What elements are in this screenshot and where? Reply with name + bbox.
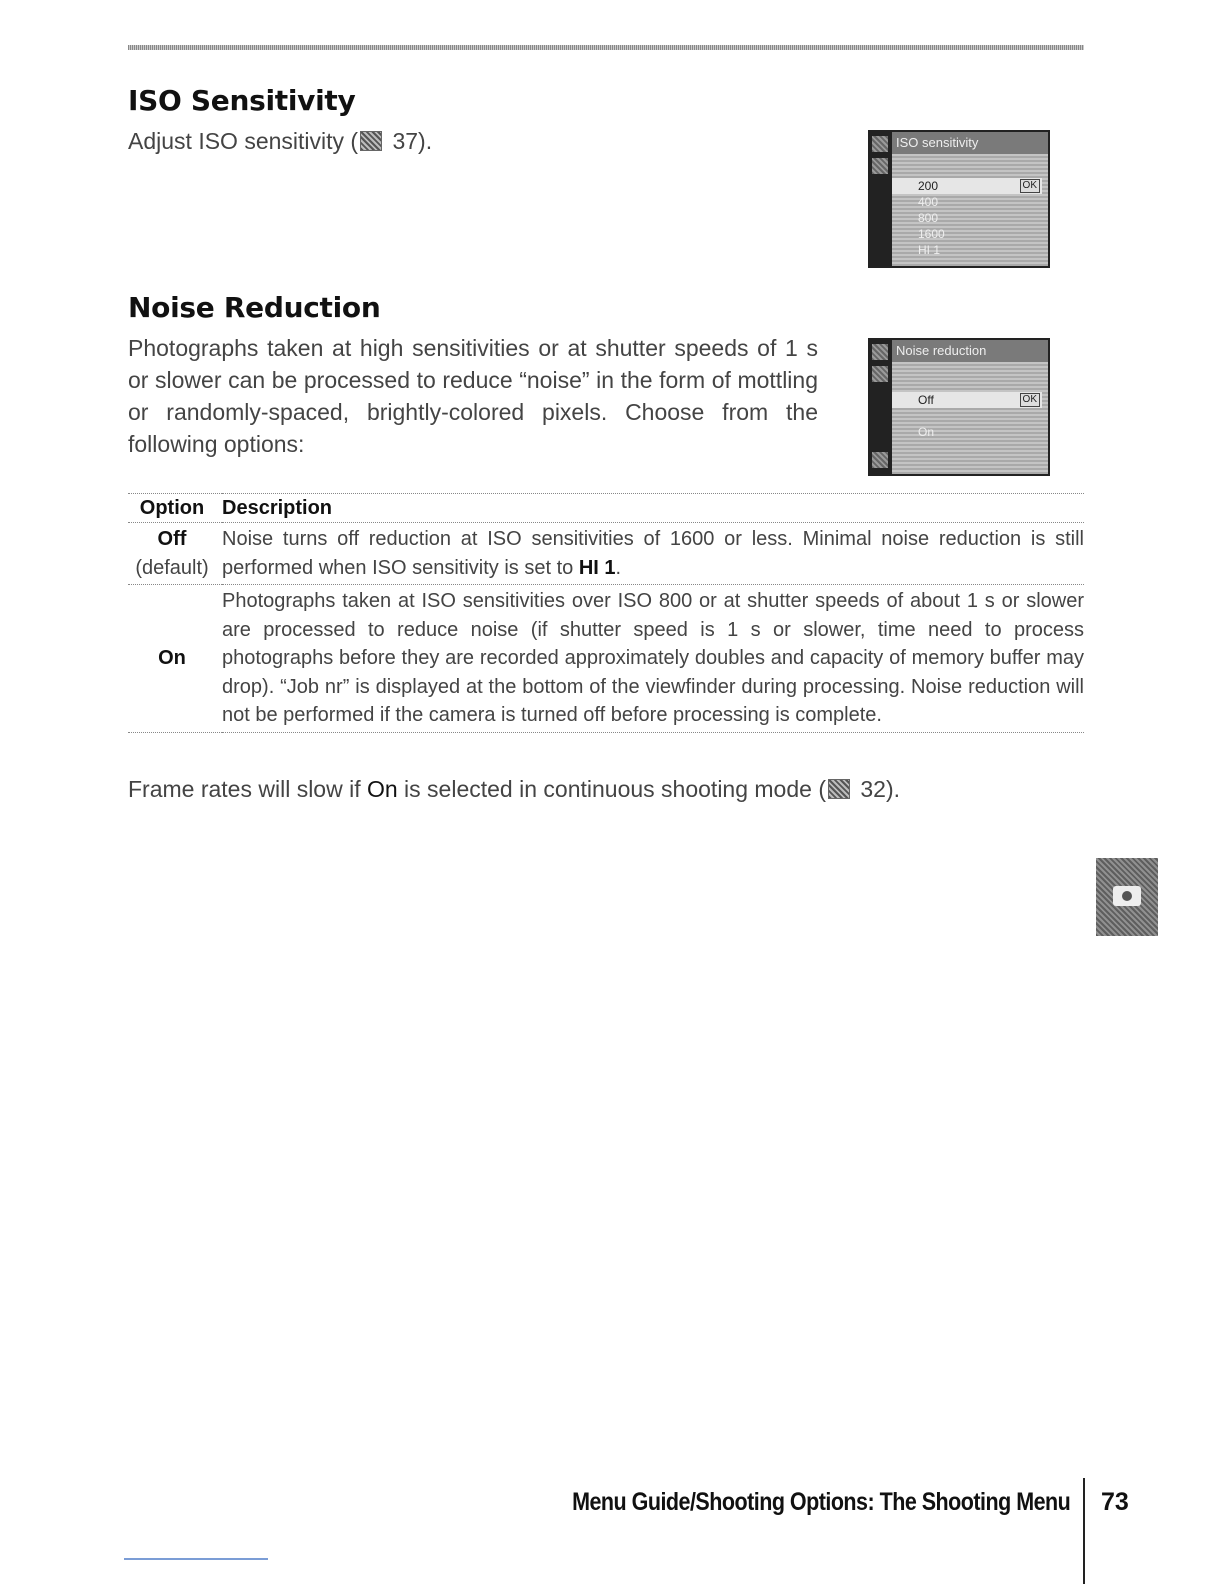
option-cell [128,523,222,585]
noise-option-off: Off OK [892,392,1042,408]
iso-sensitivity-screen [868,130,1050,268]
option-off: Off [157,528,187,550]
footer-section-title: Menu Guide/Shooting Options: The Shooting Menu [571,1488,1070,1516]
page-reference-icon [360,131,382,151]
option-default-note: (default) [135,556,209,579]
noise-description: Photographs taken at high sensitivities or at shutter speeds of 1 s or slower can be processed to reduce “noise” in the form of mottling or randomly-spaced, brightly-colored pixels. Choose from the following options: [128,335,818,457]
page-reference-icon [828,779,850,799]
noise-option-on: On [918,425,935,439]
setup-menu-icon [872,158,888,174]
noise-heading: Noise Reduction [128,291,381,324]
bottom-rule [124,1558,268,1560]
iso-option-800: 800 [918,211,939,225]
column-header-description: Description [222,494,1084,523]
iso-option-200: 200 OK [892,178,1042,194]
option-cell [128,585,222,733]
noise-options-table [128,493,1084,733]
table-row [128,585,1084,733]
menu-side-bar [870,340,892,474]
camera-icon [1113,886,1141,906]
description-cell: Photographs taken at ISO sensitivities over ISO 800 or at shutter speeds of about 1 s or slower are processed to reduce noise (if shutter speed is 1 s or slower, time need to process photographs before they are recorded approximately doubles and capacity of memory buffer may drop). “Job nr” is displayed at the bottom of the viewfinder during processing. Noise reduction will not be performed if the camera is turned off before processing is complete. [222,585,1084,733]
table-row [128,523,1084,585]
page-number: 73 [1101,1488,1129,1516]
iso-heading: ISO Sensitivity [128,84,356,117]
iso-description: Adjust ISO sensitivity ( 37). [128,128,433,154]
screen-title: Noise reduction [892,340,1048,362]
iso-option-hi1: HI 1 [918,243,941,257]
footer-divider [1083,1478,1085,1584]
column-header-option: Option [128,494,222,523]
menu-side-bar [870,132,892,266]
screen-title: ISO sensitivity [892,132,1048,154]
iso-option-400: 400 [918,195,939,209]
ok-icon: OK [1020,393,1040,407]
frame-rate-note: Frame rates will slow if On is selected in continuous shooting mode ( 32). [128,776,901,802]
table-header-row [128,494,1084,523]
top-rule [128,45,1084,50]
option-on: On [158,646,186,669]
setup-menu-icon [872,366,888,382]
ok-icon: OK [1020,179,1040,193]
shooting-menu-icon [872,344,888,360]
shooting-menu-icon [872,136,888,152]
shooting-menu-tab [1096,858,1158,936]
help-icon [872,452,888,468]
description-cell: Noise turns off reduction at ISO sensitivities of 1600 or less. Minimal noise reduction is still performed when ISO sensitivity is set to HI 1. [222,523,1084,585]
noise-reduction-screen [868,338,1050,476]
iso-option-1600: 1600 [918,227,945,241]
